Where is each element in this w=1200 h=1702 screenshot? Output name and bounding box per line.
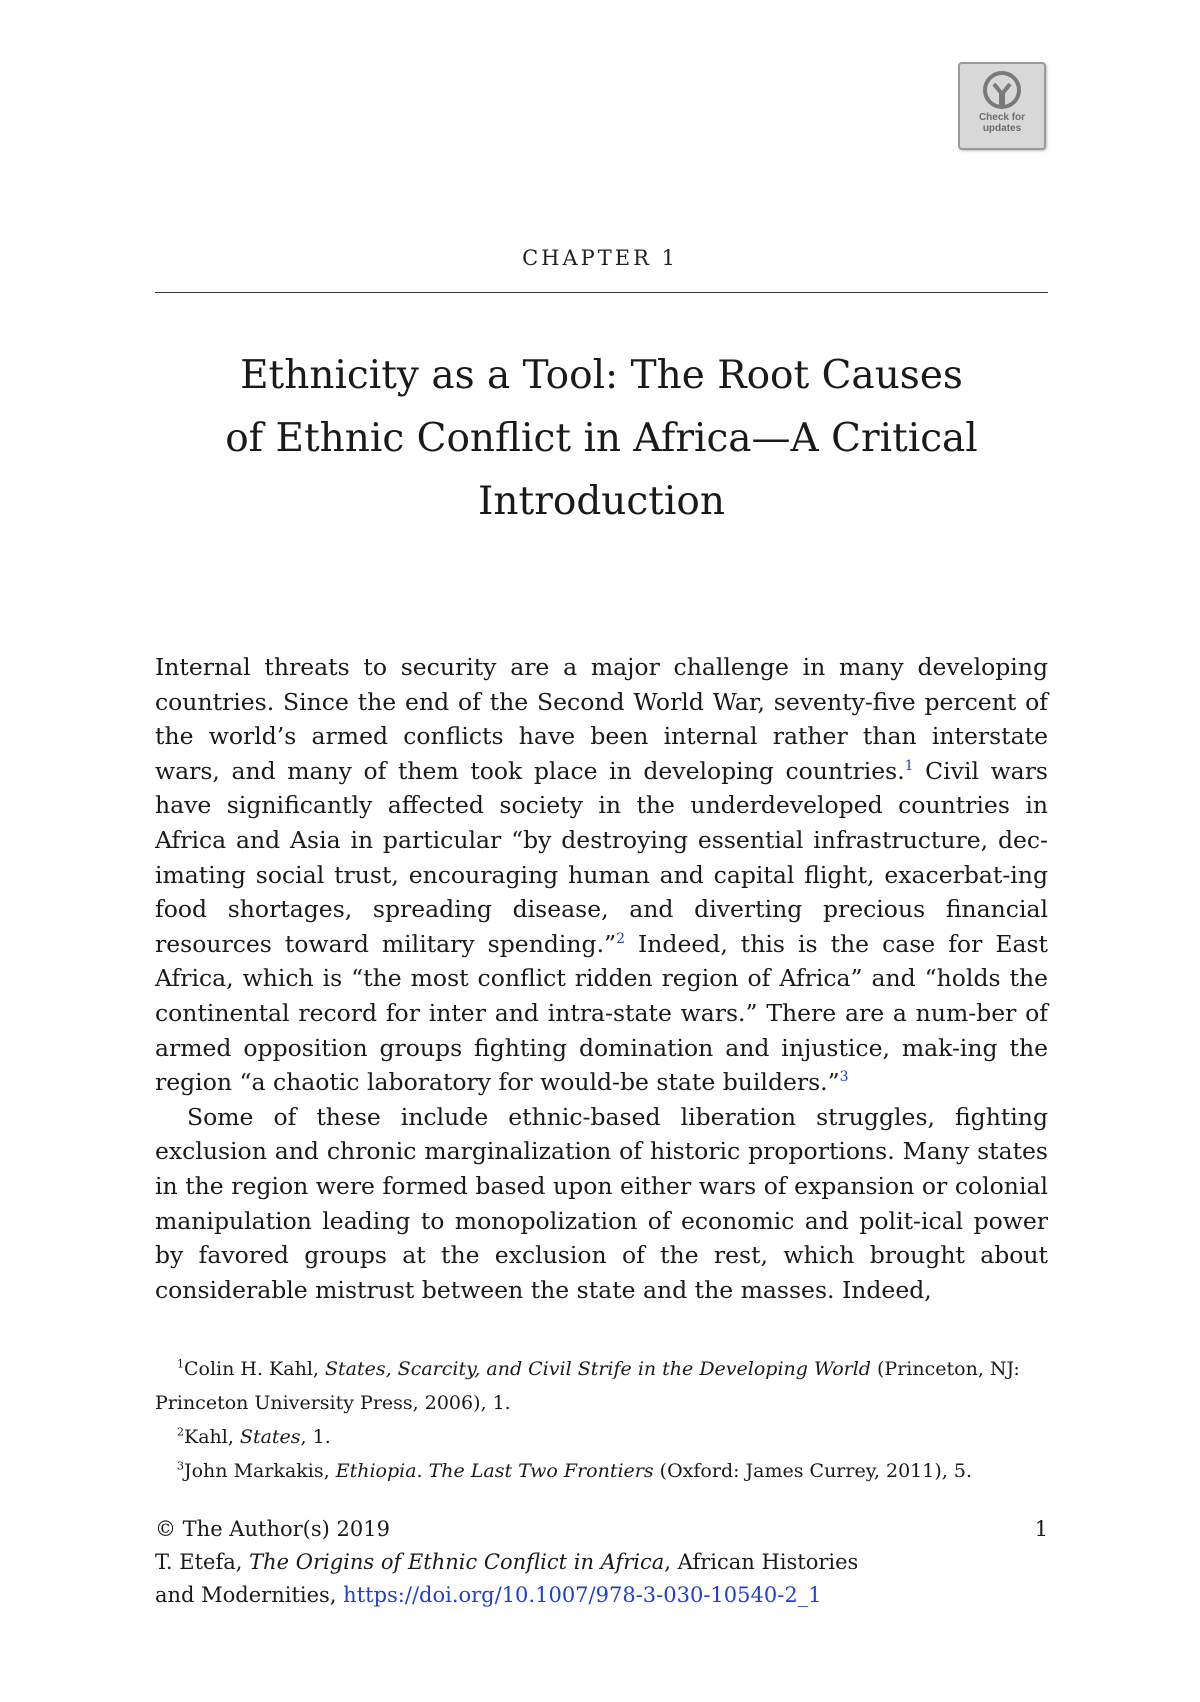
citation-line <box>155 1546 1048 1579</box>
copyright-line: © The Author(s) 2019 <box>155 1517 390 1541</box>
paragraph: Some of these include ethnic-based liberation struggles, fighting exclusion and chronic marginalization of historic proportions. Many states in the region were formed based upon either wars of expansion or colonial manipulation leading to monopolization of economic and polit-ical power by favored groups at the exclusion of the rest, which brought about considerable mistrust between the state and the masses. Indeed, <box>155 1102 1048 1304</box>
footnote <box>155 1352 1048 1420</box>
citation-line <box>155 1579 1048 1612</box>
doi-link[interactable]: https://doi.org/10.1007/978-3-030-10540-2_1 <box>343 1583 822 1607</box>
cited-title: States, Scarcity, and Civil Strife in the Developing World <box>324 1358 871 1380</box>
text-run: (Princeton, NJ: Princeton University Press, 2006), 1. <box>155 1358 1020 1414</box>
text-run: , 1. <box>300 1426 331 1448</box>
footnote-ref-3[interactable]: 3 <box>839 1069 849 1086</box>
text-run: Internal threats to security are a major challenge in many developing countries. Since the end of the Second World War, seventy-five percent of the world’s armed conflicts have been internal rather than interstate wars, and many of them took place in developing countries. <box>155 653 1048 785</box>
text-run: Kahl, <box>184 1426 240 1448</box>
check-for-updates-badge[interactable] <box>958 62 1046 150</box>
chapter-title-line: Introduction <box>478 479 725 524</box>
footnote <box>155 1454 1048 1488</box>
cited-title: Ethiopia. The Last Two Frontiers <box>335 1460 654 1482</box>
text-run: Indeed, this is the case for East Africa, which is “the most conflict ridden region of Africa” and “holds the continental record for inter and intra-state wars.” There are a num-ber of armed opposition groups fighting domination and injustice, mak-ing the region “a chaotic laboratory for would-be state builders.” <box>155 929 1048 1097</box>
chapter-rule <box>155 292 1048 293</box>
crossmark-icon <box>982 70 1022 110</box>
footnote <box>155 1420 1048 1454</box>
chapter-title-line: Ethnicity as a Tool: The Root Causes <box>240 353 963 398</box>
chapter-title-line: of Ethnic Conflict in Africa—A Critical <box>225 416 978 461</box>
author: T. Etefa, <box>155 1550 250 1574</box>
copyright-block <box>155 1513 1048 1612</box>
footnote-ref-1[interactable]: 1 <box>904 757 914 774</box>
text-run: (Oxford: James Currey, 2011), 5. <box>653 1460 972 1482</box>
text-run: Colin H. Kahl, <box>184 1358 325 1380</box>
footnote-number: 2 <box>177 1425 184 1439</box>
paragraph <box>155 650 1048 1100</box>
cited-title: States <box>239 1426 301 1448</box>
body-text <box>155 650 1048 1307</box>
footnote-ref-2[interactable]: 2 <box>616 930 625 947</box>
book-title: The Origins of Ethnic Conflict in Africa <box>249 1550 665 1574</box>
footnote-number: 1 <box>177 1357 184 1371</box>
chapter-title <box>155 344 1048 533</box>
badge-label: Check for updates <box>978 112 1026 134</box>
chapter-label: CHAPTER 1 <box>522 246 678 270</box>
page-number: 1 <box>1034 1517 1048 1541</box>
series-name: , African Histories <box>664 1550 859 1574</box>
footnote-number: 3 <box>177 1459 184 1473</box>
footnotes <box>155 1352 1048 1488</box>
text-run: Civil wars have significantly affected society in the underdeveloped countries in Africa and Asia in particular “by destroying essential infrastructure, dec-imating social trust, encouraging human and capital flight, exacerbat-ing food shortages, spreading disease, and diverting precious financial resources toward military spending.” <box>155 756 1048 958</box>
text-run: John Markakis, <box>184 1460 336 1482</box>
series-name: and Modernities, <box>155 1583 344 1607</box>
